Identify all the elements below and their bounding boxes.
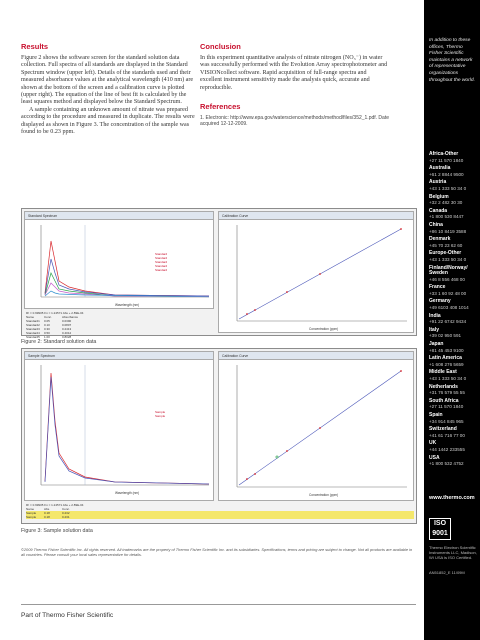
- calibration-point: [254, 473, 256, 475]
- legend-entry: Standard: [155, 268, 168, 272]
- sample-spectrum-title: Sample Spectrum: [25, 352, 213, 360]
- document-code: AN51852_E 11/09M: [429, 570, 465, 575]
- table-row: Standard1 0.05 0.0390: [26, 319, 72, 323]
- sample-calibration-plot: [219, 361, 413, 501]
- calibration-point: [400, 370, 402, 372]
- list-item: Denmark +45 70 23 62 60: [429, 236, 463, 248]
- results-section: [21, 42, 197, 136]
- list-item: Africa-Other +27 11 570 1840: [429, 151, 464, 163]
- standards-table: [26, 311, 214, 339]
- contact-sidebar: [424, 0, 480, 640]
- table-header: Name Abs. Conc.: [26, 507, 70, 511]
- list-item: UK +44 1442 233555: [429, 440, 465, 452]
- results-heading: Results: [21, 42, 49, 51]
- list-item: Netherlands +31 76 579 55 55: [429, 383, 465, 396]
- conclusion-section: [200, 42, 390, 127]
- list-item: Middle East +43 1 333 50 34 0: [429, 369, 467, 381]
- footer-divider: [21, 604, 416, 605]
- fit-equation: R² = 0.99905 Fn = 1.24571 Abs + 2.89E-04: [26, 311, 84, 315]
- calibration-point: [319, 427, 321, 429]
- calibration-curve-title: Calibration Curve: [219, 212, 413, 220]
- sample-legend: [155, 410, 166, 418]
- standard-spectrum-panel: [24, 211, 214, 309]
- calibration-point: [246, 478, 248, 480]
- legal-notice: ©2009 Thermo Fisher Scientific Inc. All rights reserved. All trademarks are the property of Thermo Fisher Scientific Inc. and its subsidiaries. Specifications, terms and pricing are subject to change. Not all products are available in all countries. Please consult your local sales representative for details.: [21, 547, 413, 557]
- sample-spectrum-panel: [24, 351, 214, 501]
- list-item: Japan +81 45 453 9100: [429, 341, 464, 353]
- sample-calibration-x-label: Concentration (ppm): [309, 493, 339, 497]
- results-paragraph-1: Figure 2 shows the software screen for the standard solution data collection. Full spectra of all standards are displayed in the Standard Spectrum window (upper left). Details of the standards used and their measured absorbance values at the analytical wavelength (410 nm) are shown at the bottom of the screen and a calibration curve is plotted (upper right). The equation of the line of best fit is calculated by the least squares method and displayed below the Standard Spectrum.: [21, 55, 194, 106]
- results-body: [21, 55, 197, 136]
- sample-table: [26, 503, 414, 519]
- list-item: Belgium +32 2 482 30 30: [429, 193, 463, 206]
- list-item: Switzerland +41 61 716 77 00: [429, 426, 465, 438]
- standard-spectrum-plot: [25, 221, 213, 309]
- list-item: Europe-Other +43 1 333 50 34 0: [429, 250, 467, 262]
- table-row: Standard2 0.10 0.0807: [26, 323, 72, 327]
- sample-calibration-title: Calibration Curve: [219, 352, 413, 360]
- calibration-point: [286, 291, 288, 293]
- standard-spectrum-title: Standard Spectrum: [25, 212, 213, 220]
- list-item: Canada +1 800 530 8447: [429, 207, 464, 220]
- calibration-point: [400, 228, 402, 230]
- figure-3-screenshot: [21, 348, 417, 524]
- sample-point: [276, 456, 278, 458]
- calibration-x-label: Concentration (ppm): [309, 327, 339, 331]
- spectrum-trace-1: [45, 241, 209, 296]
- sample-calibration-panel: [218, 351, 414, 501]
- sidebar-intro: In addition to these offices, Thermo Fisher Scientific maintains a network of representative organizations throughout the world.: [429, 38, 475, 83]
- list-item: USA +1 800 532 4752: [429, 454, 464, 467]
- legend-entry: Standard: [155, 264, 168, 268]
- list-item: Latin America +1 608 276 5659: [429, 355, 464, 367]
- website-link[interactable]: www.thermo.com: [429, 495, 475, 501]
- list-item: India +91 22 6742 9434: [429, 312, 467, 325]
- figure-2-screenshot: [21, 208, 417, 339]
- calibration-curve-panel: [218, 211, 414, 333]
- table-row: Standard3 0.30 0.2413: [26, 327, 72, 331]
- sample-spectrum-x-label: Wavelength (nm): [115, 491, 140, 495]
- calibration-point: [254, 309, 256, 311]
- conclusion-paragraph: In this experiment quantitative analysis of nitrate nitrogen (NO₃⁻) in water was successfully performed with the Evolution Array spectrophotometer and VISIONcollect software. Rapid acquisition of full-range spectra and excellent instrument sensitivity made the analysis quick, accurate and reproducible.: [200, 55, 388, 91]
- table-row: Sample 0.18 0.232: [26, 511, 414, 515]
- list-item: Spain +34 914 845 965: [429, 411, 464, 424]
- legend-entry: Sample: [155, 410, 166, 414]
- calibration-curve-plot: [219, 221, 413, 333]
- iso-label: ISO: [433, 520, 447, 527]
- legend-entry: Standard: [155, 252, 168, 256]
- iso-certification-text: Thermo Electron Scientific Instruments LLC, Madison, WI USA is ISO Certified.: [429, 545, 477, 560]
- list-item: South Africa +27 11 570 1840: [429, 397, 464, 410]
- list-item: Italy +39 02 950 591: [429, 326, 462, 339]
- iso-certification-badge: [429, 518, 451, 540]
- table-row: Standard4 0.50 0.4012: [26, 331, 72, 335]
- figure-2-caption: Figure 2: Standard solution data: [21, 339, 97, 345]
- table-row: Standard5 1.00 0.8028: [26, 335, 72, 339]
- spectrum-legend: [155, 252, 168, 272]
- legend-entry: Standard: [155, 256, 168, 260]
- part-of-thermo: Part of Thermo Fisher Scientific: [21, 612, 114, 619]
- figure-3-caption: Figure 3: Sample solution data: [21, 528, 93, 534]
- results-paragraph-2: A sample containing an unknown amount of nitrate was prepared according to the procedure and measured in duplicate. The results were displayed as shown in Figure 3. The concentration of the sample was found to be 0.23 ppm.: [21, 106, 195, 136]
- legend-entry: Standard: [155, 260, 168, 264]
- list-item: China +86 10 8419 3588: [429, 221, 467, 234]
- sample-trace-1: [45, 373, 209, 484]
- list-item: Germany +49 6103 408 1014: [429, 298, 469, 311]
- sample-trace-2: [45, 377, 209, 484]
- list-item: Finland/Norway/ Sweden +46 8 556 468 00: [429, 264, 468, 282]
- conclusion-body: [200, 55, 390, 92]
- calibration-point: [319, 273, 321, 275]
- references-heading: References: [200, 102, 241, 112]
- reference-item-1: 1. Electronic: http://www.epa.gov/waterscience/methods/method/files/352_1.pdf. Date acquired 12-12-2009.: [200, 115, 389, 128]
- regional-offices-list: [429, 152, 479, 470]
- iso-number: 9001: [432, 530, 448, 537]
- calibration-point: [246, 313, 248, 315]
- spectrum-x-label: Wavelength (nm): [115, 303, 140, 307]
- list-item: Australia +61 2 8844 9500: [429, 165, 464, 177]
- list-item: France +33 1 60 92 48 00: [429, 284, 467, 296]
- table-row: Sample 0.18 0.231: [26, 515, 414, 519]
- table-header: Name Conc. Absorbance: [26, 315, 79, 319]
- legend-entry: Sample: [155, 414, 166, 418]
- calibration-point: [286, 450, 288, 452]
- spectrum-trace-2: [45, 259, 209, 296]
- sample-spectrum-plot: [25, 361, 213, 501]
- list-item: Austria +43 1 333 50 34 0: [429, 179, 467, 191]
- sample-fit-equation: R² = 0.99905 Fn = 1.24571 Abs + 2.89E-04: [26, 503, 84, 507]
- conclusion-heading: Conclusion: [200, 42, 241, 51]
